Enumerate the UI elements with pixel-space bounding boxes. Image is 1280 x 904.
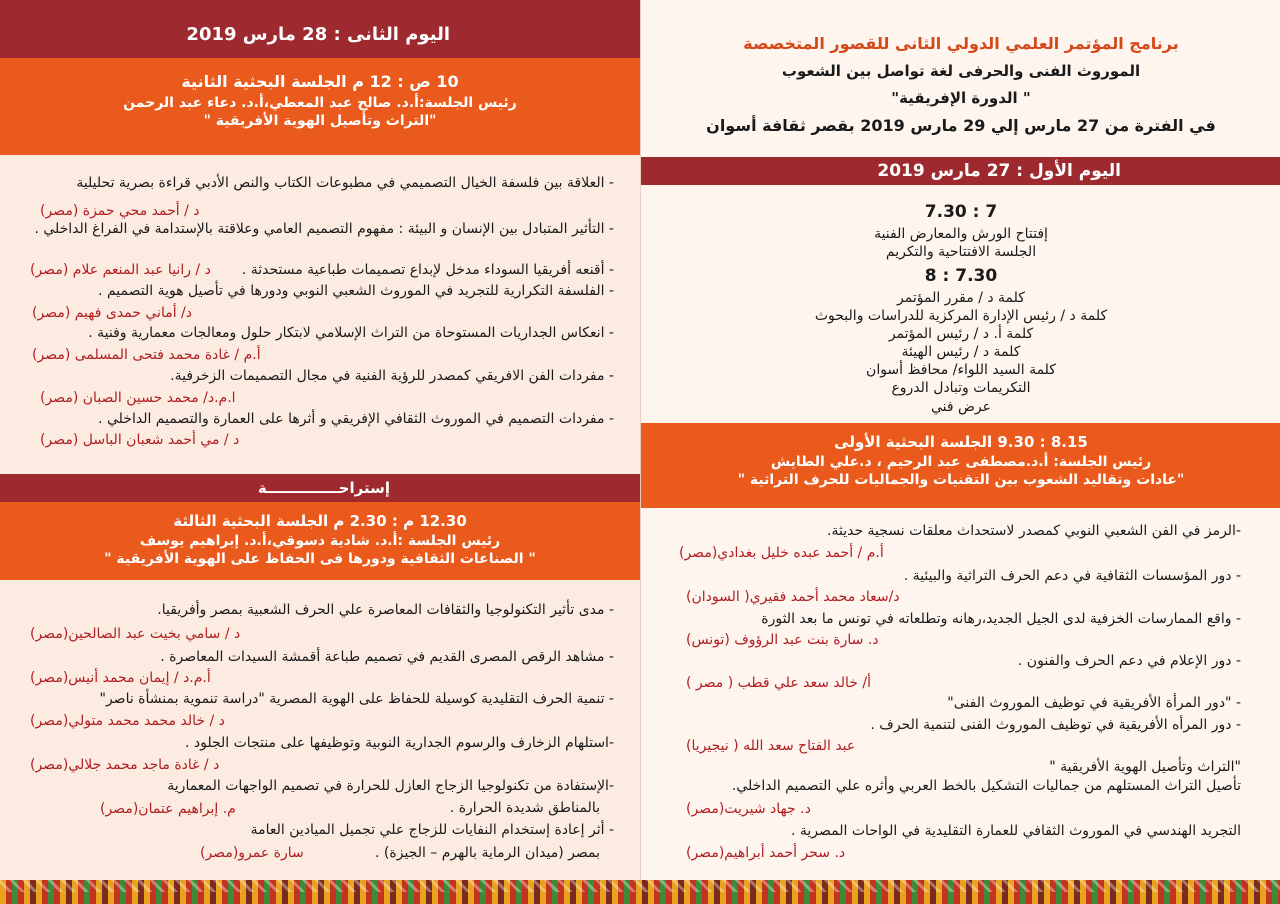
- list-item: - انعكاس الجداريات المستوحاة من التراث الإسلامي لابتكار حلول ومعالجات معمارية وفنية .: [88, 325, 614, 341]
- session2-theme: "التراث وتأصيل الهوية الأفريقية ": [203, 113, 437, 129]
- list-item: - "دور المرأة الأفريقية في توظيف الموروث الفنى": [947, 695, 1241, 711]
- program-dates: في الفترة من 27 مارس إلي 29 مارس 2019 بقصر ثقافة أسوان: [706, 116, 1216, 135]
- session2-chair: رئيس الجلسة:أ.د. صالح عبد المعطي،أ.د. دعاء عبد الرحمن: [123, 95, 517, 111]
- session2-banner: [0, 58, 640, 155]
- list-item: -الإستفادة من تكنولوجيا الزجاج العازل للحرارة في تصميم الواجهات المعمارية: [167, 778, 614, 794]
- list-item: - دور المؤسسات الثقافية في دعم الحرف التراثية والبيئية .: [903, 568, 1241, 584]
- session1-theme: "عادات وتقاليد الشعوب بين التقنيات والجماليات للحرف التراثية ": [737, 472, 1185, 488]
- session3-time: 12.30 م : 2.30 م الجلسة البحثية الثالثة: [173, 512, 467, 530]
- day1-header-text: اليوم الأول : 27 مارس 2019: [877, 161, 1121, 181]
- day1-header: [641, 157, 1280, 185]
- break-bar: [0, 474, 640, 502]
- day1-column: [640, 0, 1280, 880]
- author-name: سارة عمرو(مصر): [200, 845, 304, 861]
- session3-chair: رئيس الجلسة :أ.د. شادية دسوقي،أ.د. إبراهيم يوسف: [139, 533, 501, 549]
- list-item: - دور المرأه الأفريقية في توظيف الموروث الفنى لتنمية الحرف .: [870, 717, 1241, 733]
- program-subtitle: الموروث الفنى والحرفى لغة تواصل بين الشعوب: [781, 62, 1141, 80]
- list-item-cont: بمصر (ميدان الرماية بالهرم – الجيزة) .: [375, 845, 600, 861]
- author-name: د / مي أحمد شعبان الباسل (مصر): [40, 432, 240, 448]
- session3-list: [0, 602, 640, 872]
- session1-list: [641, 523, 1280, 873]
- opening-line-1: إفتتاح الورش والمعارض الفنية: [874, 226, 1048, 242]
- author-name: د / خالد محمد محمد متولي(مصر): [30, 713, 225, 729]
- author-name: د. سحر أحمد أبراهيم(مصر): [686, 845, 846, 861]
- list-item: - واقع الممارسات الخزفية لدى الجيل الجديد،رهانه وتطلعاته في تونس ما بعد الثورة: [761, 611, 1241, 627]
- program-edition: " الدورة الإفريقية": [891, 89, 1031, 107]
- list-item: - مشاهد الرقص المصرى القديم في تصميم طباعة أقمشة السيدات المعاصرة .: [160, 649, 614, 665]
- session3-theme: " الصناعات الثقافية ودورها فى الحفاظ على الهوية الأفريقية ": [104, 551, 536, 567]
- opening-line-2: الجلسة الافتتاحية والتكريم: [885, 244, 1037, 260]
- list-item: - أثر إعادة إستخدام النفايات للزجاج علي تجميل الميادين العامة: [250, 822, 614, 838]
- break-label: إستراحــــــــــــــة: [257, 479, 390, 497]
- list-item: - مفردات التصميم في الموروث الثقافي الإفريقي و أثرها على العمارة والتصميم الداخلي .: [98, 411, 614, 427]
- list-item: - مدى تأثير التكنولوجيا والثقافات المعاصرة علي الحرف الشعبية بمصر وأفريقيا.: [157, 602, 614, 618]
- session3-banner: [0, 502, 640, 580]
- day2-column: [0, 0, 640, 880]
- author-name: أ/ خالد سعد علي قطب ( مصر ): [686, 675, 871, 691]
- speech-item: كلمة د / رئيس الهيئة: [901, 344, 1021, 360]
- list-item: - مفردات الفن الافريقي كمصدر للرؤية الفنية في مجال التصميمات الزخرفية.: [170, 368, 614, 384]
- day2-header: [0, 0, 640, 58]
- author-name: ا.م.د/ محمد حسين الصبان (مصر): [40, 390, 236, 406]
- author-name: د / رانيا عبد المنعم علام (مصر): [30, 262, 211, 278]
- author-name: د / أحمد محي حمزة (مصر): [40, 203, 200, 219]
- speech-item: كلمة د / مقرر المؤتمر: [897, 290, 1025, 306]
- author-name: م. إبراهيم عتمان(مصر): [100, 801, 236, 817]
- author-name: أ.م / أحمد عبده خليل بغدادي(مصر): [679, 545, 884, 561]
- speech-item: عرض فني: [930, 399, 992, 415]
- session2-list: [0, 175, 640, 475]
- session1-chair: رئيس الجلسة: أ.د.مصطفى عبد الرحيم ، د.علي الطايش: [770, 454, 1152, 470]
- author-name: أ.م / غادة محمد فتحى المسلمى (مصر): [32, 347, 261, 363]
- author-name: د. جهاد شيريت(مصر): [686, 801, 811, 817]
- list-item: "التراث وتأصيل الهوية الأفريقية ": [1049, 759, 1241, 775]
- author-name: د/سعاد محمد أحمد فقيري( السودان): [686, 589, 900, 605]
- list-item: -استلهام الزخارف والرسوم الجدارية النوبية وتوظيفها على منتجات الجلود .: [184, 735, 614, 751]
- list-item-cont: بالمناطق شديدة الحرارة .: [449, 800, 600, 816]
- session1-banner: [641, 423, 1280, 508]
- list-item: - العلاقة بين فلسفة الخيال التصميمي في مطبوعات الكتاب والنص الأدبي قراءة بصرية تحليلية: [76, 175, 614, 191]
- decorative-border: [0, 880, 1280, 904]
- speech-item: كلمة السيد اللواء/ محافظ أسوان: [866, 362, 1056, 378]
- day2-header-text: اليوم الثانى : 28 مارس 2019: [186, 24, 450, 45]
- list-item: -الرمز في الفن الشعبي النوبي كمصدر لاستحداث معلقات نسجية حديثة.: [827, 523, 1241, 539]
- list-item: التجريد الهندسي في الموروث الثقافي للعمارة التقليدية في الواحات المصرية .: [791, 823, 1241, 839]
- author-name: عبد الفتاح سعد الله ( نيجيريا): [686, 738, 856, 754]
- list-item: - أقنعه أفريقيا السوداء مدخل لإبداع تصميمات طباعية مستحدثة .: [241, 262, 614, 278]
- list-item: - الفلسفة التكرارية للتجريد في الموروث الشعبي النوبي ودورها في تأصيل هوية التصميم .: [98, 283, 614, 299]
- opening-time-2: 7.30 : 8: [924, 266, 998, 286]
- author-name: د / سامي بخيت عبد الصالحين(مصر): [30, 626, 241, 642]
- list-item: - تنمية الحرف التقليدية كوسيلة للحفاظ على الهوية المصرية "دراسة تنموية بمنشأة ناصر": [99, 691, 614, 707]
- list-item: - التأثير المتبادل بين الإنسان و البيئة : مفهوم التصميم العامي وعلاقتة بالإستدامة في الفراغ الداخلي .: [34, 221, 614, 237]
- list-item: تأصيل التراث المستلهم من جماليات التشكيل بالخط العربي وأثره علي التصميم الداخلي.: [731, 778, 1241, 794]
- author-name: أ.م.د / إيمان محمد أنيس(مصر): [30, 670, 211, 686]
- program-title: برنامج المؤتمر العلمي الدولي الثانى للقصور المتخصصة: [743, 34, 1179, 53]
- author-name: د/ أماني حمدى فهيم (مصر): [32, 305, 193, 321]
- author-name: د / غادة ماجد محمد جلالي(مصر): [30, 757, 220, 773]
- author-name: د. سارة بنت عبد الرؤوف (تونس): [686, 632, 879, 648]
- list-item: - دور الإعلام في دعم الحرف والفنون .: [1017, 653, 1241, 669]
- session2-time: 10 ص : 12 م الجلسة البحثية الثانية: [181, 72, 459, 91]
- speech-item: كلمة د / رئيس الإدارة المركزية للدراسات والبحوث: [814, 308, 1108, 324]
- opening-time-1: 7 : 7.30: [924, 202, 998, 222]
- speech-item: التكريمات وتبادل الدروع: [891, 380, 1031, 396]
- session1-time: 8.15 : 9.30 الجلسة البحثية الأولى: [834, 433, 1088, 451]
- speech-item: كلمة أ. د / رئيس المؤتمر: [888, 326, 1034, 342]
